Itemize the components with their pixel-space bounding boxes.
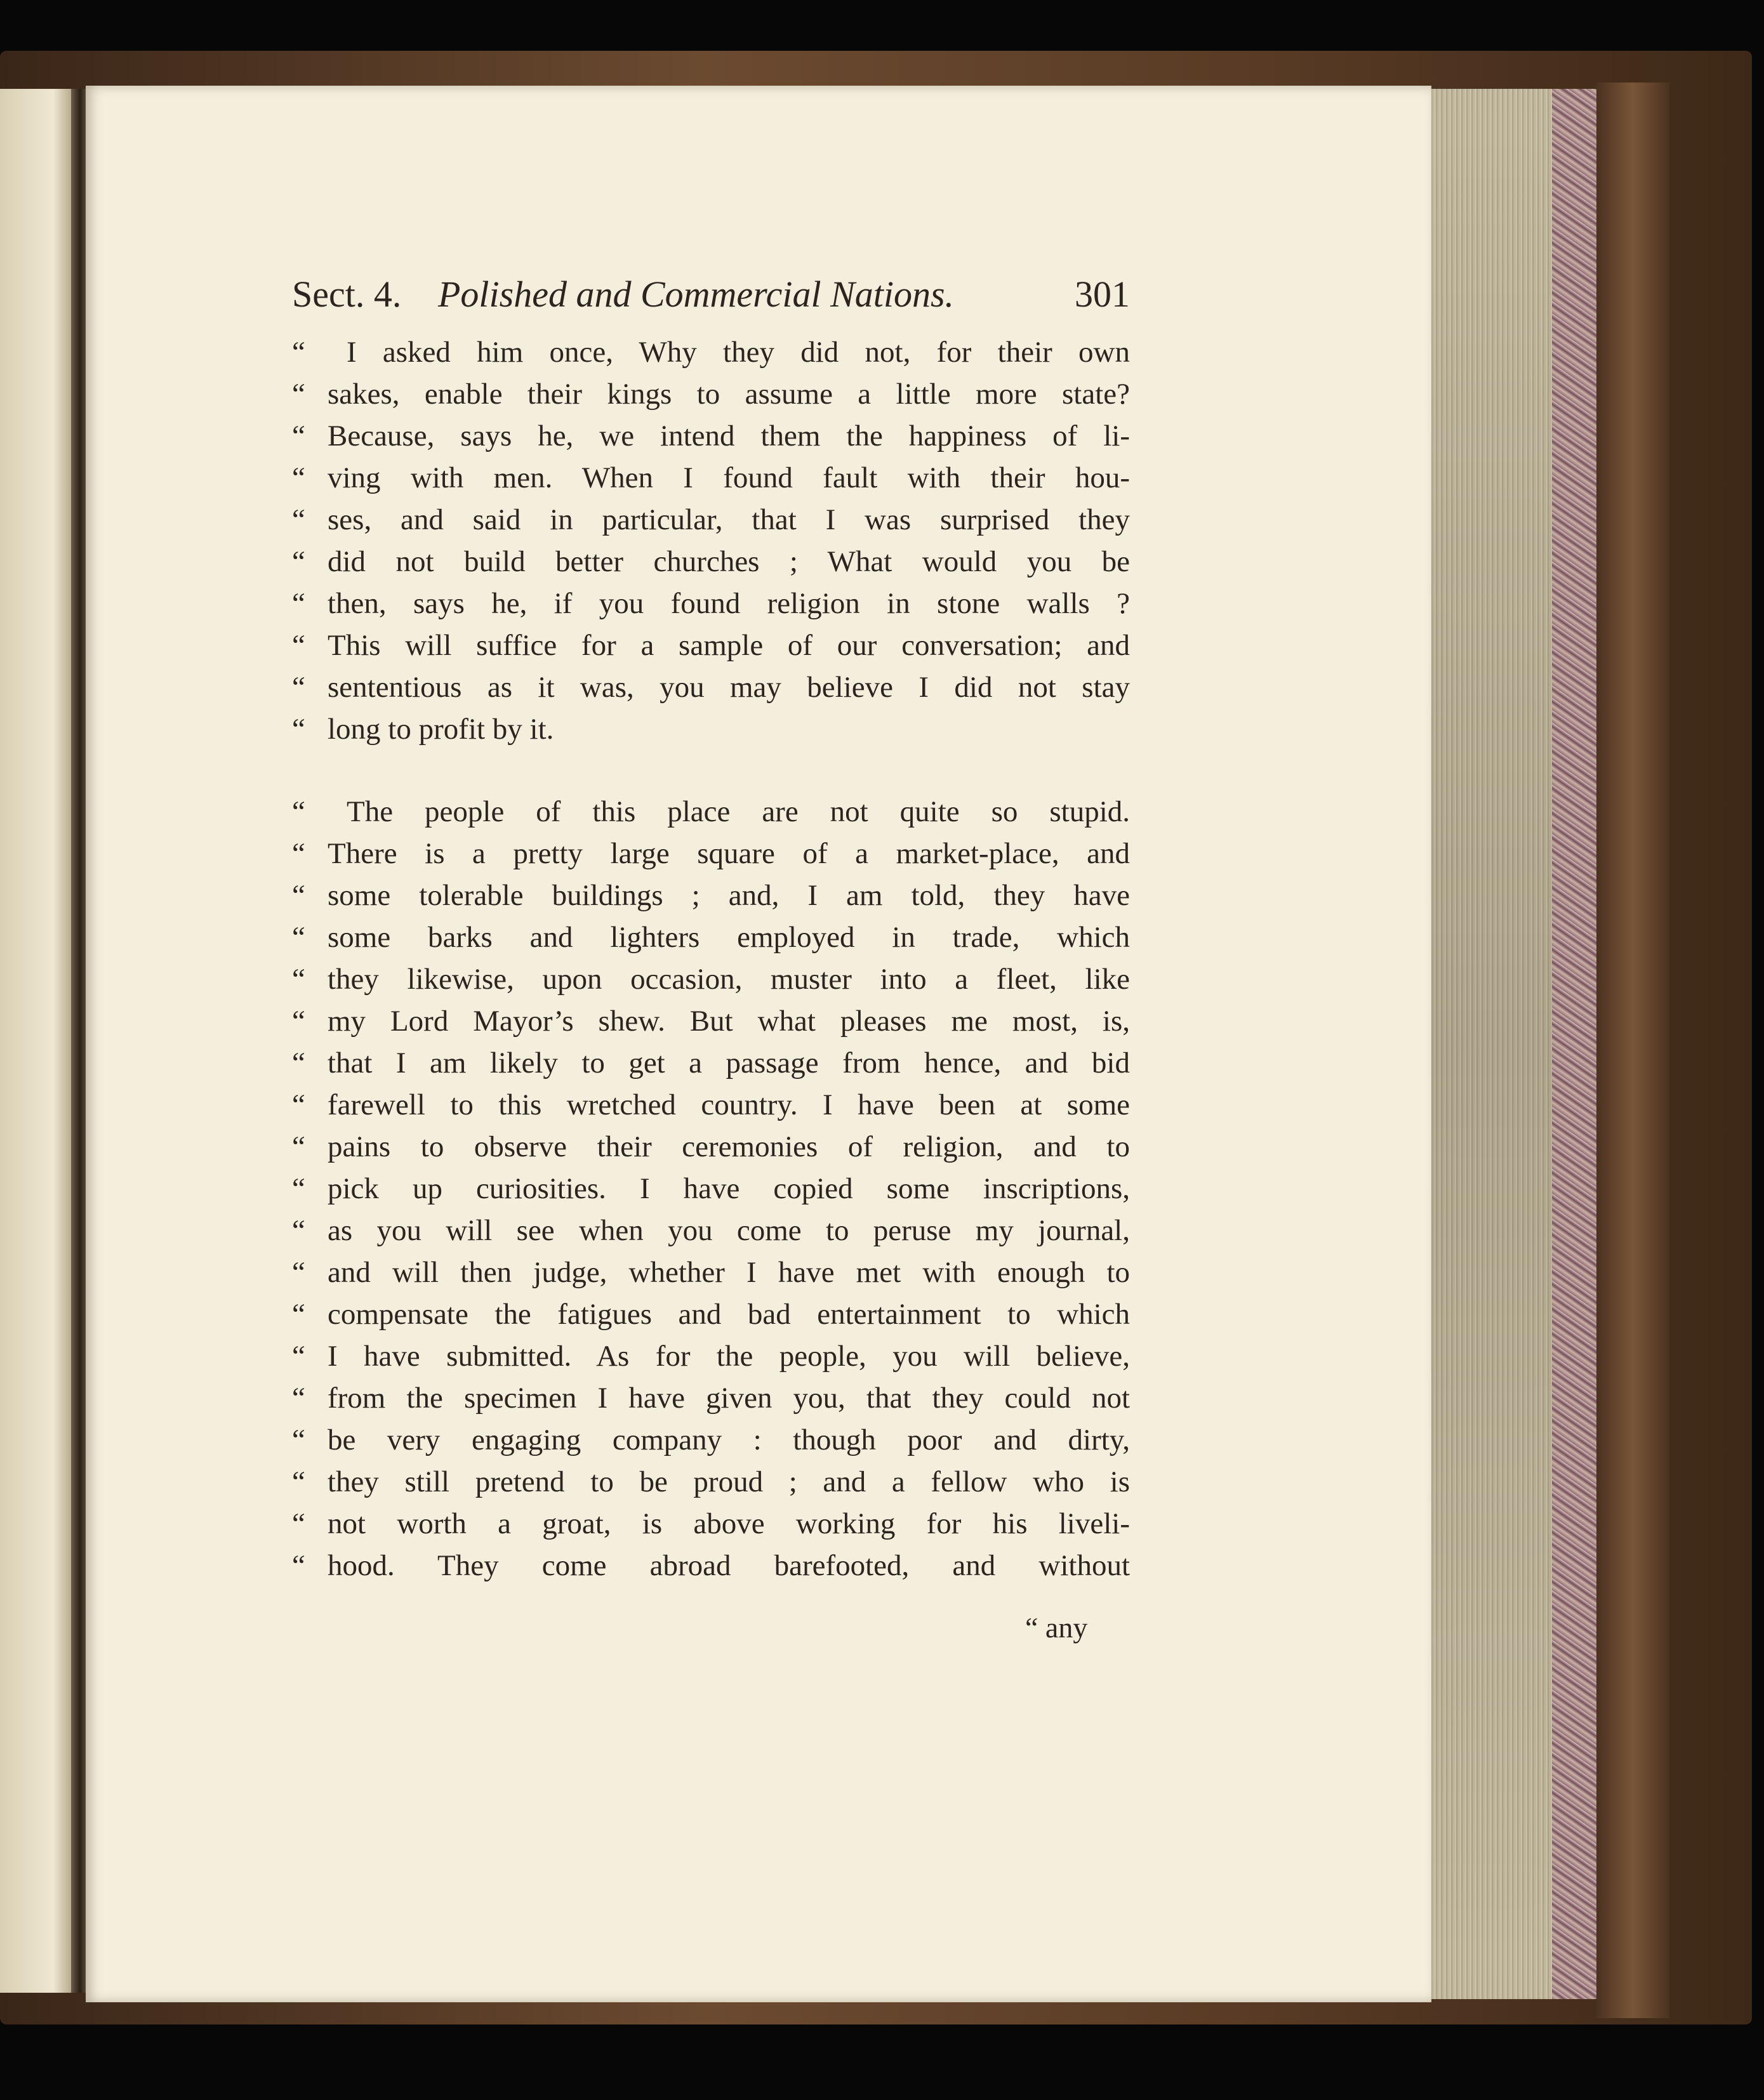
line-text: I have submitted. As for the people, you will believe,	[328, 1340, 1130, 1373]
quote-mark: “	[292, 879, 305, 912]
catchword: “ any	[1025, 1611, 1088, 1644]
line-text: some tolerable buildings ; and, I am told, they have	[328, 879, 1130, 912]
quote-mark: “	[292, 1507, 305, 1540]
quote-mark: “	[292, 1423, 305, 1456]
quote-mark: “	[292, 1088, 305, 1121]
text-line	[292, 335, 1130, 377]
line-text: did not build better churches ; What would you be	[328, 545, 1130, 578]
quote-mark: “	[292, 837, 305, 870]
quote-mark: “	[292, 545, 305, 578]
line-text: ses, and said in particular, that I was surprised they	[328, 503, 1130, 536]
text-line	[292, 1465, 1130, 1507]
text-line	[292, 1549, 1130, 1590]
paragraph-gap	[292, 754, 1130, 795]
page-number: 301	[1075, 274, 1130, 315]
line-text: Because, says he, we intend them the happiness of li-	[328, 419, 1130, 452]
text-line	[292, 1046, 1130, 1088]
marbled-endpaper	[1552, 89, 1596, 1999]
line-text: There is a pretty large square of a market-place, and	[328, 837, 1130, 870]
quote-mark: “	[292, 587, 305, 620]
quote-mark: “	[292, 671, 305, 704]
quote-mark: “	[292, 1298, 305, 1331]
quote-mark: “	[292, 1214, 305, 1247]
quote-mark: “	[292, 713, 305, 746]
line-text: then, says he, if you found religion in stone walls ?	[328, 587, 1130, 620]
line-text: not worth a groat, is above working for his liveli-	[328, 1507, 1130, 1540]
quote-mark: “	[292, 629, 305, 662]
line-text: be very engaging company : though poor and dirty,	[328, 1423, 1130, 1456]
quote-mark: “	[292, 795, 305, 828]
quote-mark: “	[292, 1172, 305, 1205]
text-line	[292, 878, 1130, 920]
line-text: sententious as it was, you may believe I did not stay	[328, 671, 1130, 704]
page-edges-shadow	[1428, 89, 1552, 1999]
text-line	[292, 1381, 1130, 1423]
text-line	[292, 545, 1130, 586]
quote-mark: “	[292, 1382, 305, 1415]
line-text: pains to observe their ceremonies of religion, and to	[328, 1130, 1130, 1163]
line-text: compensate the fatigues and bad entertainment to which	[328, 1298, 1130, 1331]
text-line	[292, 1213, 1130, 1255]
quote-mark: “	[292, 378, 305, 411]
text-line	[292, 670, 1130, 712]
line-text: This will suffice for a sample of our conversation; and	[328, 629, 1130, 662]
line-text: long to profit by it.	[328, 713, 554, 746]
line-text: sakes, enable their kings to assume a little more state?	[328, 378, 1130, 411]
line-text: I asked him once, Why they did not, for their own	[347, 336, 1130, 369]
left-page-edge	[0, 89, 76, 1993]
text-line	[292, 962, 1130, 1004]
quote-mark: “	[292, 921, 305, 954]
text-line	[292, 1172, 1130, 1213]
quote-mark: “	[292, 1549, 305, 1582]
quote-mark: “	[292, 1005, 305, 1038]
quote-mark: “	[292, 1130, 305, 1163]
line-text: ving with men. When I found fault with their hou-	[328, 461, 1130, 494]
text-line	[292, 419, 1130, 461]
quote-mark: “	[292, 419, 305, 452]
leather-spine	[1596, 83, 1669, 2018]
running-title: Polished and Commercial Nations.	[438, 274, 955, 315]
line-text: farewell to this wretched country. I have been at some	[328, 1088, 1130, 1121]
line-text: as you will see when you come to peruse my journal,	[328, 1214, 1130, 1247]
quote-mark: “	[292, 1256, 305, 1289]
quote-mark: “	[292, 1465, 305, 1498]
line-text: that I am likely to get a passage from hence, and bid	[328, 1047, 1130, 1080]
text-line	[292, 503, 1130, 545]
text-line	[292, 1423, 1130, 1465]
line-text: The people of this place are not quite so stupid.	[347, 795, 1130, 828]
line-text: they still pretend to be proud ; and a fellow who is	[328, 1465, 1130, 1498]
text-line	[292, 712, 1130, 754]
text-line	[292, 1130, 1130, 1172]
line-text: hood. They come abroad barefooted, and without	[328, 1549, 1130, 1582]
line-text: pick up curiosities. I have copied some inscriptions,	[328, 1172, 1130, 1205]
section-label: Sect. 4.	[292, 274, 402, 315]
running-header	[292, 273, 1130, 324]
text-line	[292, 1255, 1130, 1297]
quote-mark: “	[292, 503, 305, 536]
quote-mark: “	[292, 1047, 305, 1080]
text-line	[292, 628, 1130, 670]
text-line	[292, 1004, 1130, 1046]
text-line	[292, 1507, 1130, 1549]
text-line	[292, 1088, 1130, 1130]
text-line	[292, 795, 1130, 836]
quote-mark: “	[292, 963, 305, 996]
text-line	[292, 586, 1130, 628]
quote-mark: “	[292, 461, 305, 494]
line-text: they likewise, upon occasion, muster into a fleet, like	[328, 963, 1130, 996]
text-line	[292, 920, 1130, 962]
text-line	[292, 836, 1130, 878]
text-line	[292, 1339, 1130, 1381]
quote-mark: “	[292, 336, 305, 369]
quote-mark: “	[292, 1340, 305, 1373]
line-text: some barks and lighters employed in trade, which	[328, 921, 1130, 954]
line-text: from the specimen I have given you, that they could not	[328, 1382, 1130, 1415]
text-line	[292, 377, 1130, 419]
text-line	[292, 1297, 1130, 1339]
text-line	[292, 461, 1130, 503]
line-text: my Lord Mayor’s shew. But what pleases me most, is,	[328, 1005, 1130, 1038]
line-text: and will then judge, whether I have met with enough to	[328, 1256, 1130, 1289]
body-text	[292, 335, 1130, 1590]
